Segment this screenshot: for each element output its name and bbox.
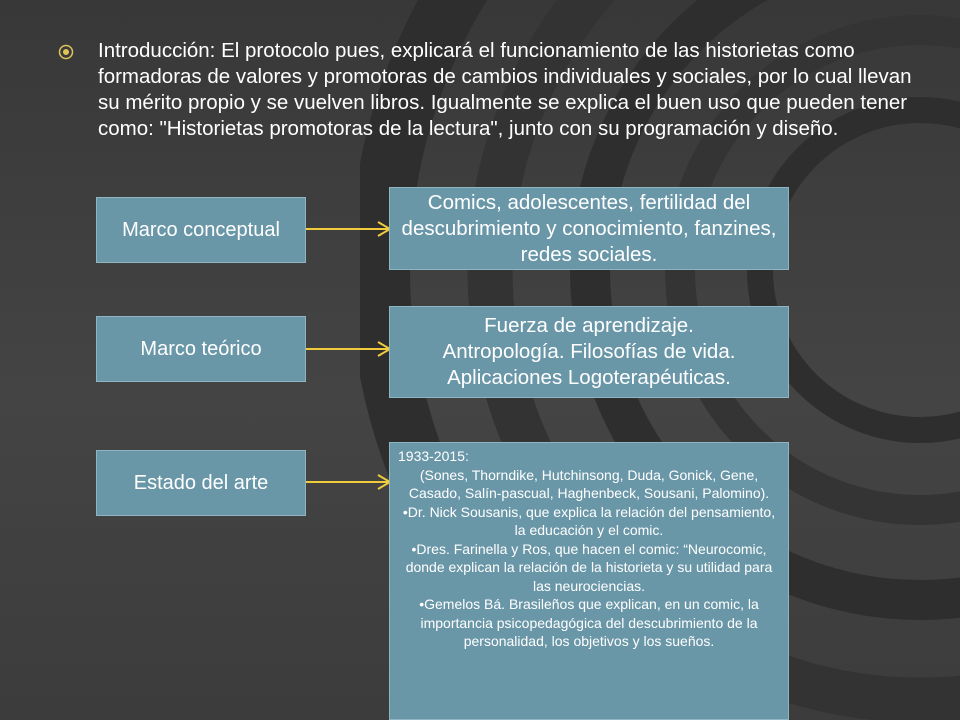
detail-line: Aplicaciones Logoterapéuticas. xyxy=(447,366,731,389)
detail-line: Antropología. Filosofías de vida. xyxy=(442,340,736,363)
arrow-right-icon xyxy=(300,209,396,249)
detail-line: •Dr. Nick Sousanis, que explica la relación del pensamiento, la educación y el comic. xyxy=(402,503,776,538)
label-marco-teorico: Marco teórico xyxy=(96,316,306,382)
arrow-right-icon xyxy=(300,462,396,502)
detail-line: (Sones, Thorndike, Hutchinsong, Duda, Gonick, Gene, Casado, Salín-pascual, Haghenbeck, Sousani, Palomino). xyxy=(408,466,770,501)
label-estado-del-arte: Estado del arte xyxy=(96,450,306,516)
detail-line: Fuerza de aprendizaje. xyxy=(484,314,694,337)
intro-text: Introducción: El protocolo pues, explicará el funcionamiento de las historietas como formadoras de valores y promotoras de cambios individuales y sociales, por lo cual llevan su mérito propio y se vuelven libros. Igualmente se explica el buen uso que pueden tener como: "Historietas promotoras de la lectura", junto con su programación y diseño. xyxy=(98,39,912,140)
arrow-right-icon xyxy=(300,329,396,369)
label-marco-conceptual: Marco conceptual xyxy=(96,197,306,263)
detail-marco-conceptual: Comics, adolescentes, fertilidad del descubrimiento y conocimiento, fanzines, redes sociales. xyxy=(389,187,789,270)
intro-bullet xyxy=(58,38,928,142)
detail-line: •Dres. Farinella y Ros, que hacen el comic: “Neurocomic, donde explican la relación de la historieta y su utilidad para las neurociencias. xyxy=(405,540,773,594)
detail-estado-del-arte xyxy=(389,442,789,720)
detail-line: 1933-2015: xyxy=(398,448,469,464)
detail-line: •Gemelos Bá. Brasileños que explican, en un comic, la importancia psicopedagógica del descubrimiento de la personalidad, los objetivos y los sueños. xyxy=(419,596,759,649)
detail-marco-teorico xyxy=(389,306,789,398)
circle-bullet-icon xyxy=(58,44,74,60)
